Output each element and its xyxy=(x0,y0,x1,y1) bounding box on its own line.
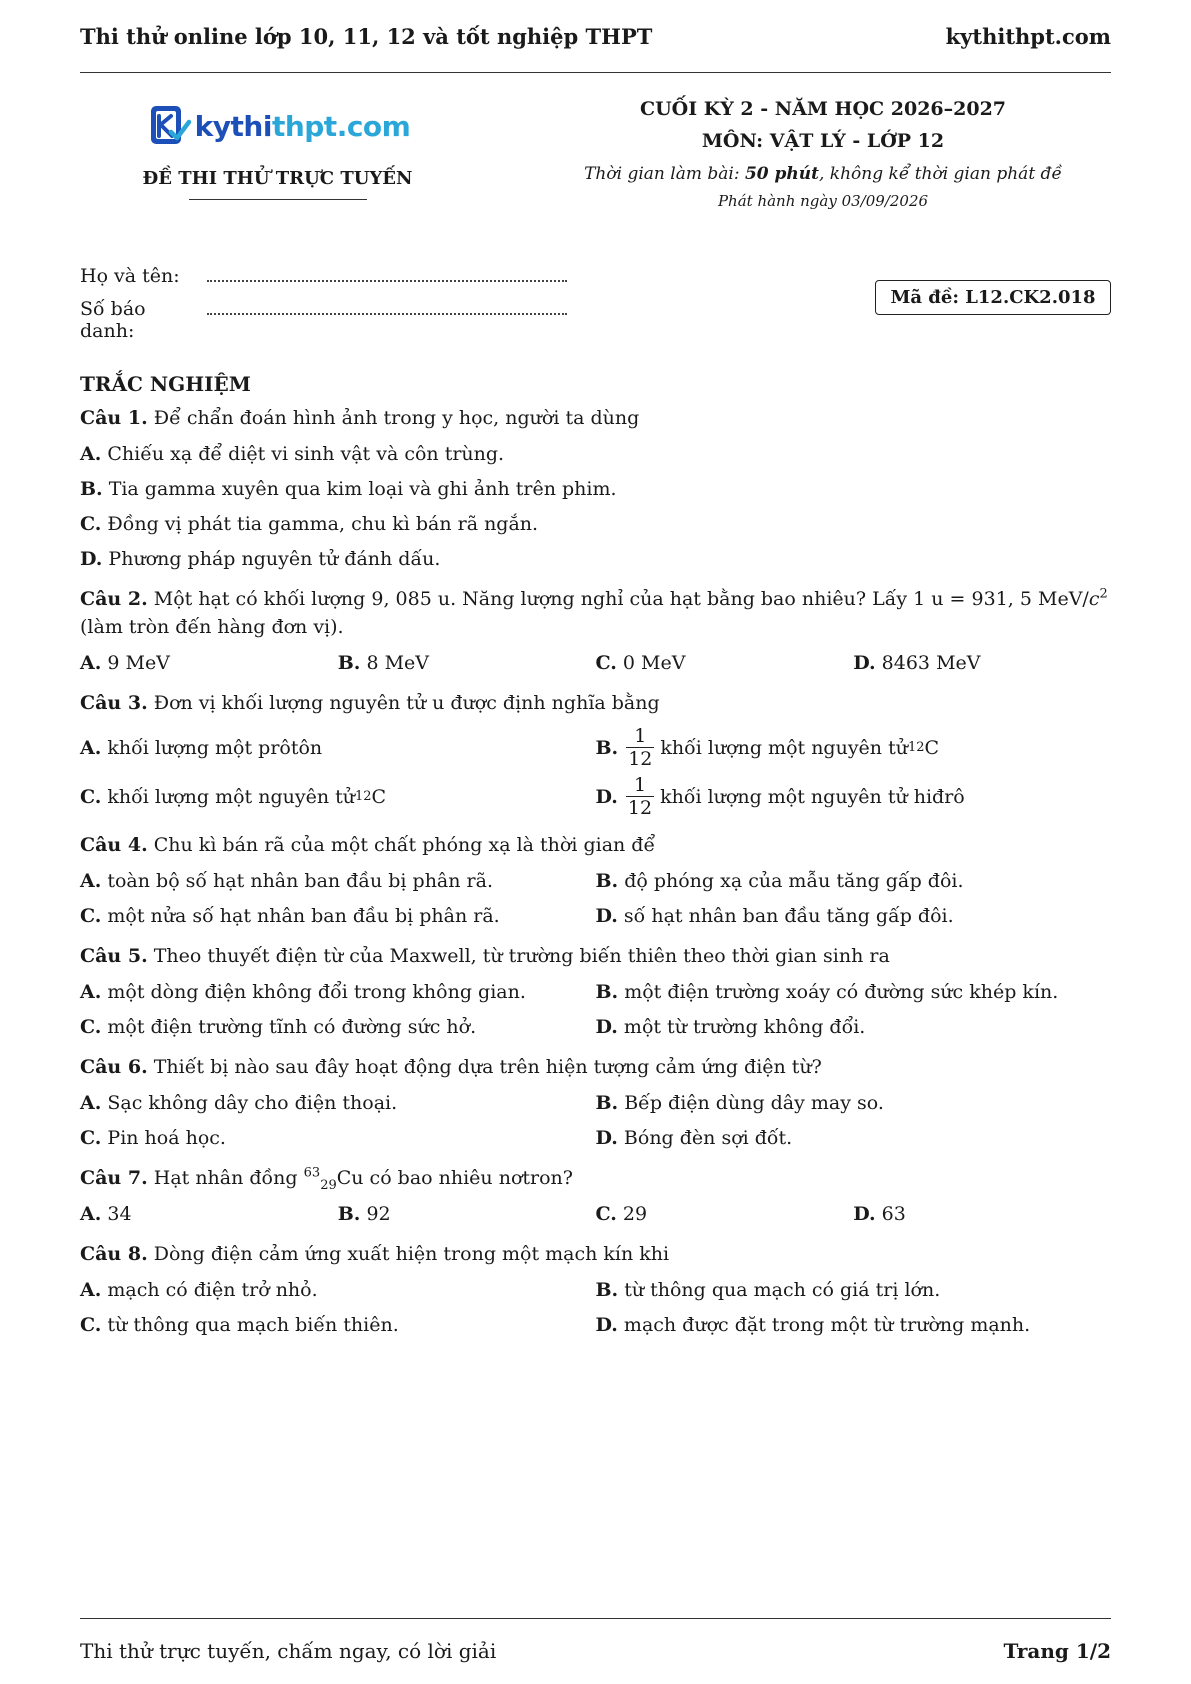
question-label: Câu 8. xyxy=(80,1243,148,1265)
option-key: B. xyxy=(337,1203,361,1225)
question-1 xyxy=(80,404,1111,573)
option-key: A. xyxy=(80,870,102,892)
option-text: Bóng đèn sợi đốt. xyxy=(623,1127,793,1149)
option-key: C. xyxy=(80,1127,102,1149)
question-stem xyxy=(80,831,1111,859)
brand-logo xyxy=(145,102,411,150)
option-text: từ thông qua mạch có giá trị lớn. xyxy=(624,1279,941,1301)
logo-wordmark xyxy=(195,110,411,143)
answer-option-c[interactable]: C. khối lượng một nguyên tử 12 C xyxy=(80,774,596,819)
exam-heading xyxy=(80,92,1111,222)
question-stem xyxy=(80,1053,1111,1081)
option-text: Pin hoá học. xyxy=(107,1127,226,1149)
superscript: 2 xyxy=(1099,586,1108,602)
option-text: 29 xyxy=(622,1203,648,1225)
answer-option-c[interactable] xyxy=(80,510,1111,538)
option-key: B. xyxy=(80,478,103,500)
option-text: Đồng vị phát tia gamma, chu kì bán rã ngắn. xyxy=(107,513,539,535)
option-key: A. xyxy=(80,1092,102,1114)
answer-option-d[interactable] xyxy=(596,1124,1112,1152)
option-text: Bếp điện dùng dây may so. xyxy=(624,1092,884,1114)
option-text: Phương pháp nguyên tử đánh dấu. xyxy=(108,548,441,570)
logo-subtitle: ĐỀ THI THỬ TRỰC TUYẾN xyxy=(142,168,413,189)
exam-content xyxy=(80,370,1111,1351)
question-text: Hạt nhân đồng xyxy=(153,1167,304,1189)
option-key: A. xyxy=(80,1279,102,1301)
section-title: TRẮC NGHIỆM xyxy=(80,372,251,396)
answer-option-b[interactable]: B. $\frac{1}{12}$ khối lượng một nguyên tử 12 C xyxy=(595,725,940,770)
logo-text-main: kythi xyxy=(194,109,272,143)
option-text: khối lượng một nguyên tử xyxy=(107,785,355,808)
mass-number-superscript: 63 xyxy=(303,1165,321,1181)
question-stem xyxy=(80,1240,1111,1268)
student-id-label: Số báo danh: xyxy=(80,298,146,342)
logo-text-tld: .com xyxy=(336,109,411,143)
question-7 xyxy=(80,1164,1111,1228)
answer-option-a[interactable] xyxy=(80,867,596,895)
answer-option-b[interactable] xyxy=(338,649,596,677)
option-key: C. xyxy=(80,1016,102,1038)
option-text: khối lượng một nguyên tử hiđrô xyxy=(660,785,965,808)
option-key: A. xyxy=(80,1203,102,1225)
answer-option-a[interactable] xyxy=(80,725,596,770)
question-label: Câu 7. xyxy=(80,1167,148,1189)
option-key: D. xyxy=(853,652,876,674)
option-key: D. xyxy=(595,785,618,808)
answer-option-c[interactable] xyxy=(80,902,596,930)
option-key: B. xyxy=(595,870,619,892)
answer-options xyxy=(80,867,1111,930)
question-text: Dòng điện cảm ứng xuất hiện trong một mạch kín khi xyxy=(153,1243,670,1265)
option-text: 63 xyxy=(881,1203,906,1225)
option-key: D. xyxy=(80,548,103,570)
exam-duration-suffix: , không kể thời gian phát đề xyxy=(819,164,1062,184)
option-text: độ phóng xạ của mẫu tăng gấp đôi. xyxy=(624,870,964,892)
option-key: C. xyxy=(80,1314,102,1336)
question-label: Câu 4. xyxy=(80,834,148,856)
answer-options xyxy=(80,649,1111,677)
question-text: Chu kì bán rã của một chất phóng xạ là thời gian để xyxy=(153,834,656,856)
question-text-cont: (làm tròn đến hàng đơn vị). xyxy=(80,616,344,638)
page-number: Trang 1/2 xyxy=(1003,1639,1111,1663)
question-text-cont: Cu có bao nhiêu nơtron? xyxy=(336,1167,573,1189)
answer-option-d[interactable] xyxy=(853,649,1111,677)
option-text: Chiếu xạ để diệt vi sinh vật và côn trùng. xyxy=(107,443,505,465)
answer-option-d[interactable] xyxy=(596,1311,1112,1339)
option-key: C. xyxy=(595,1203,617,1225)
option-key: B. xyxy=(595,981,619,1003)
speed-of-light-symbol: c xyxy=(1088,588,1100,610)
answer-options xyxy=(80,725,1111,819)
question-8 xyxy=(80,1240,1111,1339)
option-text: mạch được đặt trong một từ trường mạnh. xyxy=(623,1314,1031,1336)
answer-option-b[interactable] xyxy=(596,1276,1112,1304)
option-key: A. xyxy=(80,981,102,1003)
question-6 xyxy=(80,1053,1111,1152)
option-text: một điện trường tĩnh có đường sức hở. xyxy=(107,1016,477,1038)
answer-option-d[interactable] xyxy=(596,1013,1112,1041)
header-site-tagline: Thi thử online lớp 10, 11, 12 và tốt nghiệp THPT xyxy=(80,24,653,49)
option-key: C. xyxy=(595,652,617,674)
exam-title-column xyxy=(535,92,1111,210)
kythithpt-logo-icon xyxy=(145,102,193,150)
question-label: Câu 6. xyxy=(80,1056,148,1078)
option-key: D. xyxy=(595,1127,618,1149)
option-text: khối lượng một nguyên tử xyxy=(660,736,908,759)
option-key: D. xyxy=(853,1203,876,1225)
logo-underline-divider xyxy=(189,199,367,200)
fraction-denominator: 12 xyxy=(628,748,653,770)
answer-option-a[interactable] xyxy=(80,1089,596,1117)
answer-option-b[interactable] xyxy=(338,1200,596,1228)
fraction xyxy=(626,725,654,770)
answer-option-a[interactable] xyxy=(80,978,596,1006)
option-text: khối lượng một prôtôn xyxy=(107,736,323,759)
answer-option-d[interactable] xyxy=(596,902,1112,930)
question-text: Một hạt có khối lượng 9, 085 u. Năng lượng nghỉ của hạt bằng bao nhiêu? Lấy 1 u = 931, 5 MeV/ xyxy=(153,588,1089,610)
fraction xyxy=(626,774,654,819)
answer-options xyxy=(80,1276,1111,1339)
answer-option-b[interactable] xyxy=(596,867,1112,895)
answer-option-a[interactable] xyxy=(80,649,338,677)
exam-duration xyxy=(535,164,1111,184)
question-text: Thiết bị nào sau đây hoạt động dựa trên hiện tượng cảm ứng điện từ? xyxy=(153,1056,822,1078)
exam-subject: MÔN: VẬT LÝ - LỚP 12 xyxy=(701,130,945,152)
logo-column xyxy=(80,92,475,200)
student-id-row xyxy=(80,298,567,342)
atomic-number-subscript: 29 xyxy=(320,1177,337,1193)
answer-option-a[interactable] xyxy=(80,1276,596,1304)
option-key: C. xyxy=(80,785,102,808)
footer-tagline: Thi thử trực tuyến, chấm ngay, có lời giải xyxy=(80,1639,497,1663)
option-key: D. xyxy=(595,1314,618,1336)
exam-duration-prefix: Thời gian làm bài: xyxy=(584,164,745,184)
student-name-label: Họ và tên: xyxy=(80,265,180,287)
option-key: B. xyxy=(595,736,619,759)
answer-option-a[interactable] xyxy=(80,1200,338,1228)
student-name-row xyxy=(80,265,567,298)
question-text: Theo thuyết điện từ của Maxwell, từ trường biến thiên theo thời gian sinh ra xyxy=(153,945,890,967)
question-text: Đơn vị khối lượng nguyên tử u được định nghĩa bằng xyxy=(153,692,660,714)
option-key: C. xyxy=(80,905,102,927)
option-text: một dòng điện không đổi trong không gian. xyxy=(107,981,526,1003)
answer-option-c[interactable] xyxy=(80,1124,596,1152)
question-stem xyxy=(80,404,1111,432)
option-text: một từ trường không đổi. xyxy=(623,1016,866,1038)
answer-option-b[interactable] xyxy=(80,475,1111,503)
option-text: một điện trường xoáy có đường sức khép kín. xyxy=(624,981,1059,1003)
option-text: Sạc không dây cho điện thoại. xyxy=(107,1092,398,1114)
question-stem xyxy=(80,942,1111,970)
question-label: Câu 3. xyxy=(80,692,148,714)
answer-option-a[interactable] xyxy=(80,440,1111,468)
option-key: D. xyxy=(595,905,618,927)
question-2 xyxy=(80,585,1111,677)
answer-option-d[interactable] xyxy=(80,545,1111,573)
question-stem xyxy=(80,689,1111,717)
option-key: C. xyxy=(80,513,102,535)
option-text: 9 MeV xyxy=(107,652,170,674)
answer-option-c[interactable] xyxy=(596,649,854,677)
answer-option-c[interactable] xyxy=(80,1311,596,1339)
exam-term: CUỐI KỲ 2 - NĂM HỌC 2026–2027 xyxy=(639,98,1007,120)
option-text: 0 MeV xyxy=(622,652,686,674)
question-label: Câu 1. xyxy=(80,407,148,429)
header-site-domain[interactable]: kythithpt.com xyxy=(945,24,1111,49)
option-key: A. xyxy=(80,652,102,674)
question-5 xyxy=(80,942,1111,1041)
answer-option-c[interactable] xyxy=(80,1013,596,1041)
question-label: Câu 5. xyxy=(80,945,148,967)
element-symbol: C xyxy=(371,785,387,808)
answer-option-c[interactable] xyxy=(596,1200,854,1228)
option-text: số hạt nhân ban đầu tăng gấp đôi. xyxy=(623,905,954,927)
fraction-numerator: 1 xyxy=(633,774,647,796)
fraction-denominator: 12 xyxy=(627,797,653,819)
answer-option-b[interactable] xyxy=(596,1089,1112,1117)
answer-option-d[interactable] xyxy=(853,1200,1111,1228)
option-key: D. xyxy=(595,1016,618,1038)
exam-duration-value: 50 phút xyxy=(744,164,819,184)
question-label: Câu 2. xyxy=(80,588,148,610)
student-info xyxy=(80,265,567,342)
option-key: B. xyxy=(595,1279,619,1301)
answer-options xyxy=(80,440,1111,573)
student-id-field[interactable] xyxy=(207,299,567,315)
option-key: B. xyxy=(595,1092,619,1114)
element-symbol: C xyxy=(924,736,940,759)
student-name-field[interactable] xyxy=(207,266,567,282)
page-footer xyxy=(80,1618,1111,1663)
logo-text-accent: thpt xyxy=(271,109,337,143)
option-key: B. xyxy=(337,652,361,674)
question-text: Để chẩn đoán hình ảnh trong y học, người ta dùng xyxy=(153,407,640,429)
option-text: Tia gamma xuyên qua kim loại và ghi ảnh trên phim. xyxy=(108,478,617,500)
option-text: mạch có điện trở nhỏ. xyxy=(107,1279,318,1301)
option-text: 8 MeV xyxy=(366,652,429,674)
answer-options xyxy=(80,1089,1111,1152)
option-key: A. xyxy=(80,736,102,759)
answer-option-d[interactable] xyxy=(596,774,1112,819)
answer-options xyxy=(80,978,1111,1041)
option-text: một nửa số hạt nhân ban đầu bị phân rã. xyxy=(107,905,500,927)
exam-release-date: Phát hành ngày 03/09/2026 xyxy=(717,192,929,210)
answer-option-b[interactable] xyxy=(596,978,1112,1006)
question-3 xyxy=(80,689,1111,819)
question-4 xyxy=(80,831,1111,930)
option-text: 34 xyxy=(107,1203,132,1225)
page-header xyxy=(80,22,1111,73)
option-text: 92 xyxy=(366,1203,391,1225)
question-stem xyxy=(80,585,1111,641)
answer-options xyxy=(80,1200,1111,1228)
option-text: toàn bộ số hạt nhân ban đầu bị phân rã. xyxy=(107,870,493,892)
question-stem xyxy=(80,1164,1111,1192)
option-text: 8463 MeV xyxy=(881,652,981,674)
option-key: A. xyxy=(80,443,102,465)
option-text: từ thông qua mạch biến thiên. xyxy=(107,1314,399,1336)
exam-code-box: Mã đề: L12.CK2.018 xyxy=(875,280,1111,315)
fraction-numerator: 1 xyxy=(634,725,647,747)
